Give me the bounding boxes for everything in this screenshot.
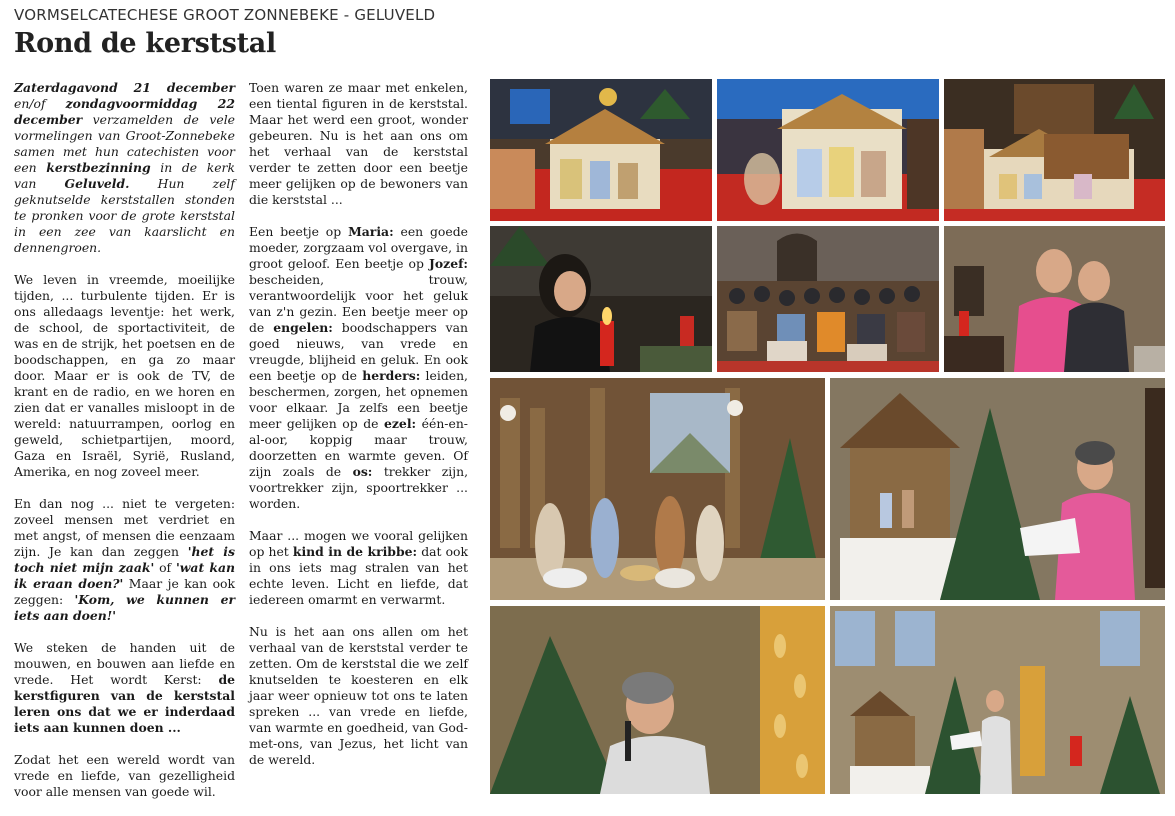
- photo-collage: [490, 79, 1165, 794]
- paragraph: We steken de handen uit de mouwen, en bouwen aan liefde en vrede. Het wordt Kerst: de kerstfiguren van de kerststal leren ons dat we er inderdaad iets aan kunnen doen ...: [14, 640, 235, 735]
- paragraph: Een beetje op Maria: een goede moeder, zorgzaam vol overgave, in groot geloof. Een beetje op Jozef: bescheiden, trouw, verantwoordelijk voor het geluk van z'n gezin. Een beetje meer op de engelen: boodschappers van goed nieuws, van vrede en vreugde, blijheid en geluk. En ook een beetje op de herders: leiden, beschermen, zorgen, het opnemen voor elkaar. Ja zelfs een beetje meer gelijken op de ezel: één-en-al-oor, koppig maar trouw, doorzetten en warmte geven. Of zijn zoals de os: trekker zijn, voortrekker zijn, spoortrekker ... worden.: [249, 224, 469, 511]
- paragraph: We leven in vreemde, moeilijke tijden, ... turbulente tijden. Er is ons alledaags leventje: het werk, de school, de sportactiviteit, de was en de strijk, het poetsen en de boodschappen, en ga zo maar door. Maar er is ook de TV, de krant en de radio, en we horen en zien dat er vanalles misloopt in de wereld: natuurrampen, oorlog en geweld, schietpartijen, moord, Gaza en Israël, Syrië, Rusland, Amerika, en nog zoveel meer.: [14, 272, 235, 479]
- kicker: VORMSELCATECHESE GROOT ZONNEBEKE - GELUVELD: [14, 6, 436, 24]
- paragraph: Toen waren ze maar met enkelen, een tiental figuren in de kerststal. Maar het werd een groot, wonder gebeuren. Nu is het aan ons om het verhaal van de kerststal verder te zetten door een beetje meer gelijken op de bewoners van die kerststal ...: [249, 80, 468, 207]
- paragraph: Zodat het een wereld wordt van vrede en liefde, van gezelligheid voor alle mensen van goede wil.: [14, 752, 235, 799]
- photo-girl-lighting-candle: [490, 226, 712, 372]
- photo-church-nativity-scene: [490, 378, 825, 600]
- photo-crafted-nativity-2: [717, 79, 939, 221]
- article-column-2: [249, 80, 468, 784]
- photo-woman-and-boy-speaking: [944, 226, 1165, 372]
- intro-paragraph: Zaterdagavond 21 december en/of zondagvoormiddag 22 december verzamelden de vele vormelingen van Groot-Zonnebeke samen met hun catechisten voor een kerstbezinning in de kerk van Geluveld. Hun zelf geknutselde kerststallen stonden te pronken voor de grote kerststal in een zee van kaarslicht en dennengroen.: [14, 80, 235, 255]
- photo-woman-reading-at-lectern: [830, 378, 1165, 600]
- article-column-1: [14, 80, 235, 816]
- paragraph: Nu is het aan ons allen om het verhaal van de kerststal verder te zetten. Om de kerststal die we zelf knutselden te koesteren en elk jaar weer opnieuw tot ons te laten spreken ... van vrede en liefde, van warmte en goedheid, van God-met-ons, van Jezus, het licht van de wereld.: [249, 624, 468, 767]
- photo-church-interior-wide: [830, 606, 1165, 794]
- headline: Rond de kerststal: [14, 28, 276, 59]
- photo-reader-with-microphone: [490, 606, 825, 794]
- paragraph: En dan nog ... niet te vergeten: zoveel mensen met verdriet en met angst, of mensen die eenzaam zijn. Je kan dan zeggen 'het is toch niet mijn zaak' of 'wat kan ik eraan doen?' Maar je kan ook zeggen: 'Kom, we kunnen er iets aan doen!': [14, 496, 235, 623]
- photo-crafted-nativity-3: [944, 79, 1165, 221]
- photo-children-in-church: [717, 226, 939, 372]
- photo-crafted-nativity-1: [490, 79, 712, 221]
- paragraph: Maar ... mogen we vooral gelijken op het kind in de kribbe: dat ook in ons iets mag stralen van het echte leven. Licht en liefde, dat iedereen omarmt en verwarmt.: [249, 528, 469, 607]
